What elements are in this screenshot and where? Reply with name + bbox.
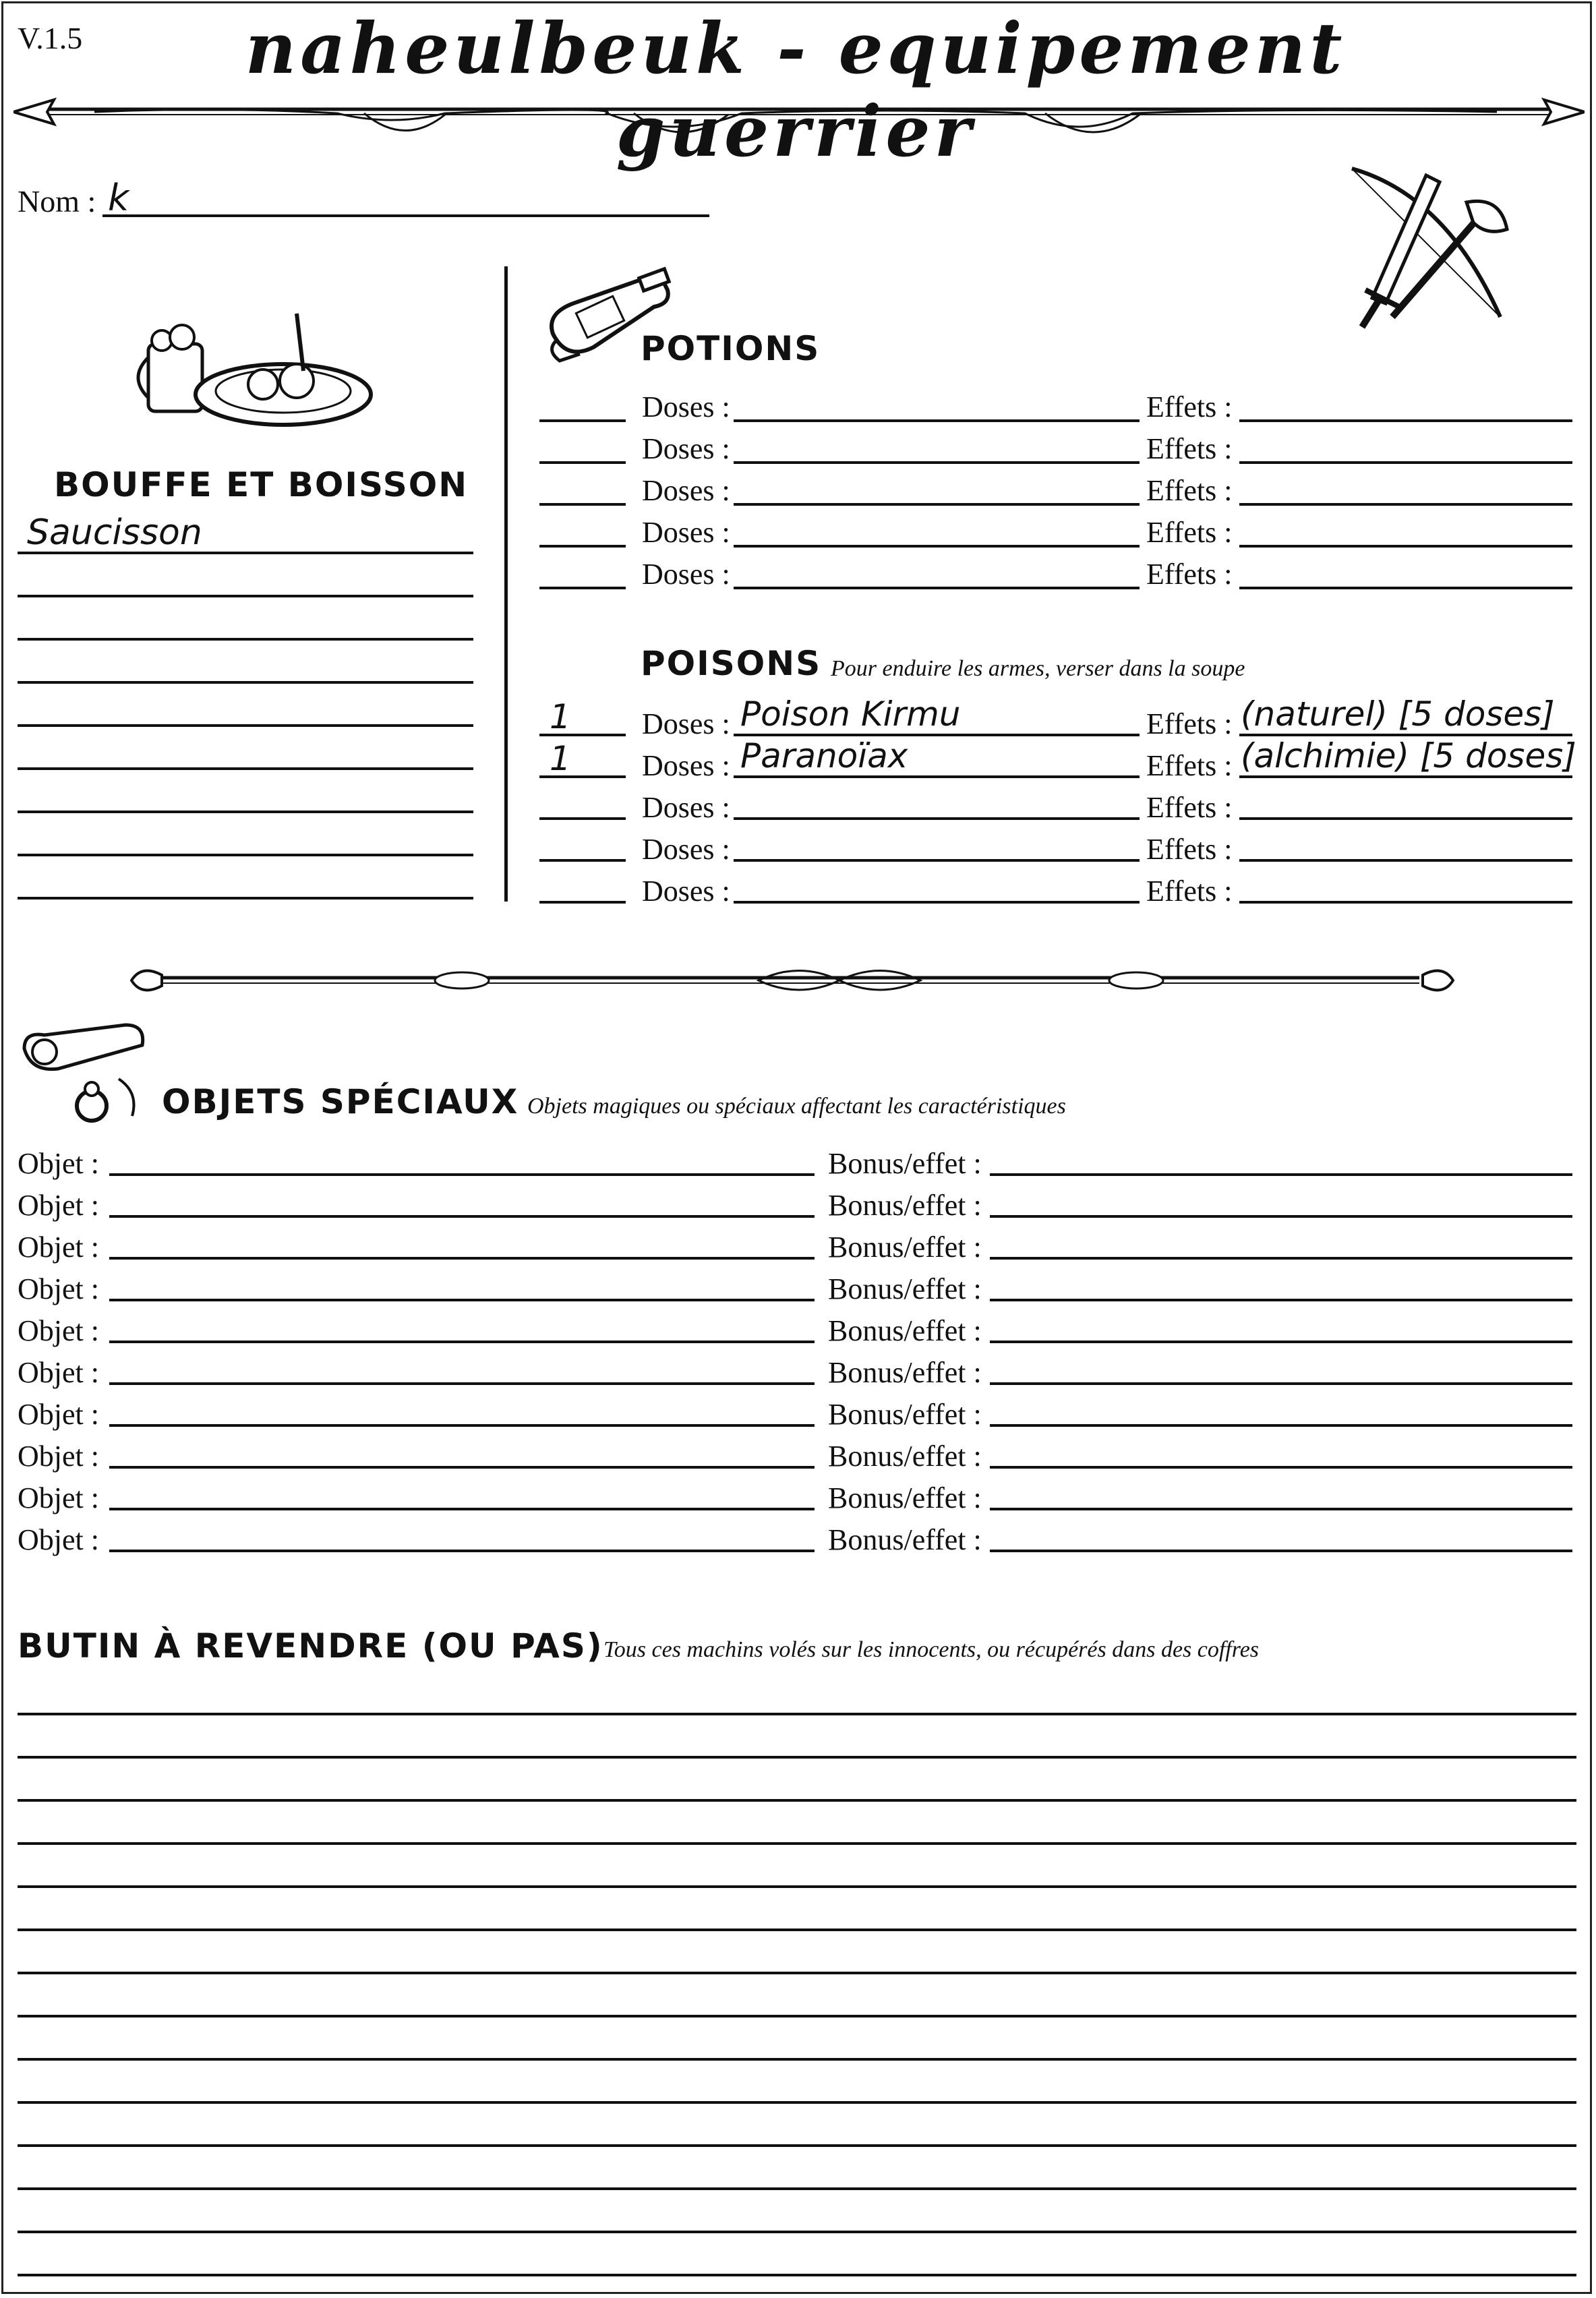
effets-label: Effets : [1146,833,1233,866]
loot-line[interactable] [18,2187,1576,2190]
poisons-subtitle: Pour enduire les armes, verser dans la soupe [831,656,1245,681]
food-line[interactable] [18,854,473,856]
doses-value: Paranoïax [740,736,908,775]
objet-label: Objet : [18,1523,99,1556]
bonus-field[interactable] [990,1508,1572,1510]
loot-line[interactable] [18,2015,1576,2017]
loot-line[interactable] [18,1885,1576,1888]
loot-line[interactable] [18,2058,1576,2061]
effets-label: Effets : [1146,516,1233,549]
bonus-field[interactable] [990,1299,1572,1301]
bonus-label: Bonus/effet : [828,1440,982,1473]
loot-line[interactable] [18,1799,1576,1802]
effets-value: (alchimie) [5 doses] [1241,736,1576,775]
bonus-field[interactable] [990,1424,1572,1427]
effets-value: (naturel) [5 doses] [1241,695,1555,734]
doses-label: Doses : [642,516,730,549]
scroll-ring-icon [18,1022,152,1129]
doses-label: Doses : [642,875,730,908]
objet-field[interactable] [109,1257,815,1260]
qty-field[interactable] [539,901,626,904]
effets-field[interactable] [1239,503,1572,506]
potions-heading: POTIONS [641,329,821,368]
effets-field[interactable] [1239,461,1572,464]
effets-label: Effets : [1146,791,1233,824]
loot-heading: BUTIN À REVENDRE (OU PAS) [18,1626,603,1666]
objet-field[interactable] [109,1299,815,1301]
food-line[interactable] [18,552,473,554]
objet-field[interactable] [109,1424,815,1427]
qty-field[interactable] [539,419,626,422]
effets-label: Effets : [1146,707,1233,740]
doses-label: Doses : [642,833,730,866]
doses-field[interactable] [734,817,1140,820]
doses-label: Doses : [642,432,730,465]
objet-field[interactable] [109,1466,815,1469]
qty-value: 1 [550,697,571,736]
bonus-field[interactable] [990,1215,1572,1218]
food-heading: BOUFFE ET BOISSON [54,465,469,504]
loot-line[interactable] [18,2231,1576,2233]
bonus-label: Bonus/effet : [828,1147,982,1180]
doses-value: Poison Kirmu [740,695,961,734]
doses-label: Doses : [642,791,730,824]
nom-label: Nom : [18,184,96,218]
bonus-label: Bonus/effet : [828,1398,982,1431]
staff-divider [125,958,1460,1005]
loot-line[interactable] [18,1928,1576,1931]
food-line[interactable] [18,595,473,597]
bonus-field[interactable] [990,1340,1572,1343]
objet-field[interactable] [109,1382,815,1385]
bonus-field[interactable] [990,1382,1572,1385]
effets-field[interactable] [1239,775,1572,778]
objet-label: Objet : [18,1147,99,1180]
qty-value: 1 [550,739,571,778]
effets-field[interactable] [1239,859,1572,862]
bonus-field[interactable] [990,1550,1572,1552]
loot-line[interactable] [18,1756,1576,1759]
poisons-heading: POISONS [641,644,822,683]
page-title: naheulbeuk - equipement guerrier [245,7,1347,173]
food-item-value: Saucisson [27,512,202,553]
effets-field[interactable] [1239,587,1572,589]
food-drink-icon [135,303,378,438]
doses-field[interactable] [734,461,1140,464]
bonus-label: Bonus/effet : [828,1189,982,1222]
nom-field[interactable] [102,214,709,217]
effets-field[interactable] [1239,817,1572,820]
effets-label: Effets : [1146,558,1233,591]
qty-field[interactable] [539,734,626,736]
loot-subtitle: Tous ces machins volés sur les innocents, ou récupérés dans des coffres [603,1637,1260,1662]
column-separator [504,266,508,902]
objet-field[interactable] [109,1215,815,1218]
objet-field[interactable] [109,1173,815,1176]
qty-field[interactable] [539,461,626,464]
effets-field[interactable] [1239,901,1572,904]
doses-label: Doses : [642,390,730,423]
food-line[interactable] [18,681,473,684]
effets-label: Effets : [1146,474,1233,507]
objet-field[interactable] [109,1340,815,1343]
food-line[interactable] [18,638,473,641]
doses-label: Doses : [642,707,730,740]
bonus-label: Bonus/effet : [828,1231,982,1264]
effets-label: Effets : [1146,390,1233,423]
effets-label: Effets : [1146,749,1233,782]
doses-field[interactable] [734,901,1140,904]
qty-field[interactable] [539,587,626,589]
doses-field[interactable] [734,419,1140,422]
doses-label: Doses : [642,749,730,782]
objet-label: Objet : [18,1440,99,1473]
doses-field[interactable] [734,587,1140,589]
loot-line[interactable] [18,2144,1576,2147]
special-subtitle: Objets magiques ou spéciaux affectant les caractéristiques [527,1094,1066,1119]
doses-label: Doses : [642,558,730,591]
effets-field[interactable] [1239,545,1572,548]
effets-label: Effets : [1146,875,1233,908]
qty-field[interactable] [539,503,626,506]
version-label: V.1.5 [18,21,83,55]
nom-value: k [108,177,129,219]
qty-field[interactable] [539,545,626,548]
doses-field[interactable] [734,859,1140,862]
food-line[interactable] [18,897,473,900]
loot-line[interactable] [18,2101,1576,2104]
doses-field[interactable] [734,545,1140,548]
bonus-label: Bonus/effet : [828,1481,982,1514]
doses-field[interactable] [734,775,1140,778]
doses-label: Doses : [642,474,730,507]
bonus-label: Bonus/effet : [828,1314,982,1347]
objet-label: Objet : [18,1189,99,1222]
loot-line[interactable] [18,2274,1576,2276]
bonus-label: Bonus/effet : [828,1272,982,1305]
food-line[interactable] [18,811,473,813]
objet-field[interactable] [109,1550,815,1552]
bonus-field[interactable] [990,1257,1572,1260]
spear-divider-top [13,86,1585,147]
food-line[interactable] [18,724,473,727]
bonus-label: Bonus/effet : [828,1356,982,1389]
bonus-label: Bonus/effet : [828,1523,982,1556]
effets-field[interactable] [1239,419,1572,422]
effets-label: Effets : [1146,432,1233,465]
bonus-field[interactable] [990,1173,1572,1176]
qty-field[interactable] [539,775,626,778]
weapons-icon [1325,155,1527,337]
loot-line[interactable] [18,1713,1576,1715]
qty-field[interactable] [539,817,626,820]
food-line[interactable] [18,767,473,770]
objet-label: Objet : [18,1481,99,1514]
objet-label: Objet : [18,1356,99,1389]
qty-field[interactable] [539,859,626,862]
objet-label: Objet : [18,1314,99,1347]
doses-field[interactable] [734,503,1140,506]
loot-line[interactable] [18,1972,1576,1974]
objet-label: Objet : [18,1398,99,1431]
objet-label: Objet : [18,1272,99,1305]
loot-line[interactable] [18,1842,1576,1845]
objet-label: Objet : [18,1231,99,1264]
special-heading: OBJETS SPÉCIAUX [162,1082,519,1121]
bonus-field[interactable] [990,1466,1572,1469]
objet-field[interactable] [109,1508,815,1510]
